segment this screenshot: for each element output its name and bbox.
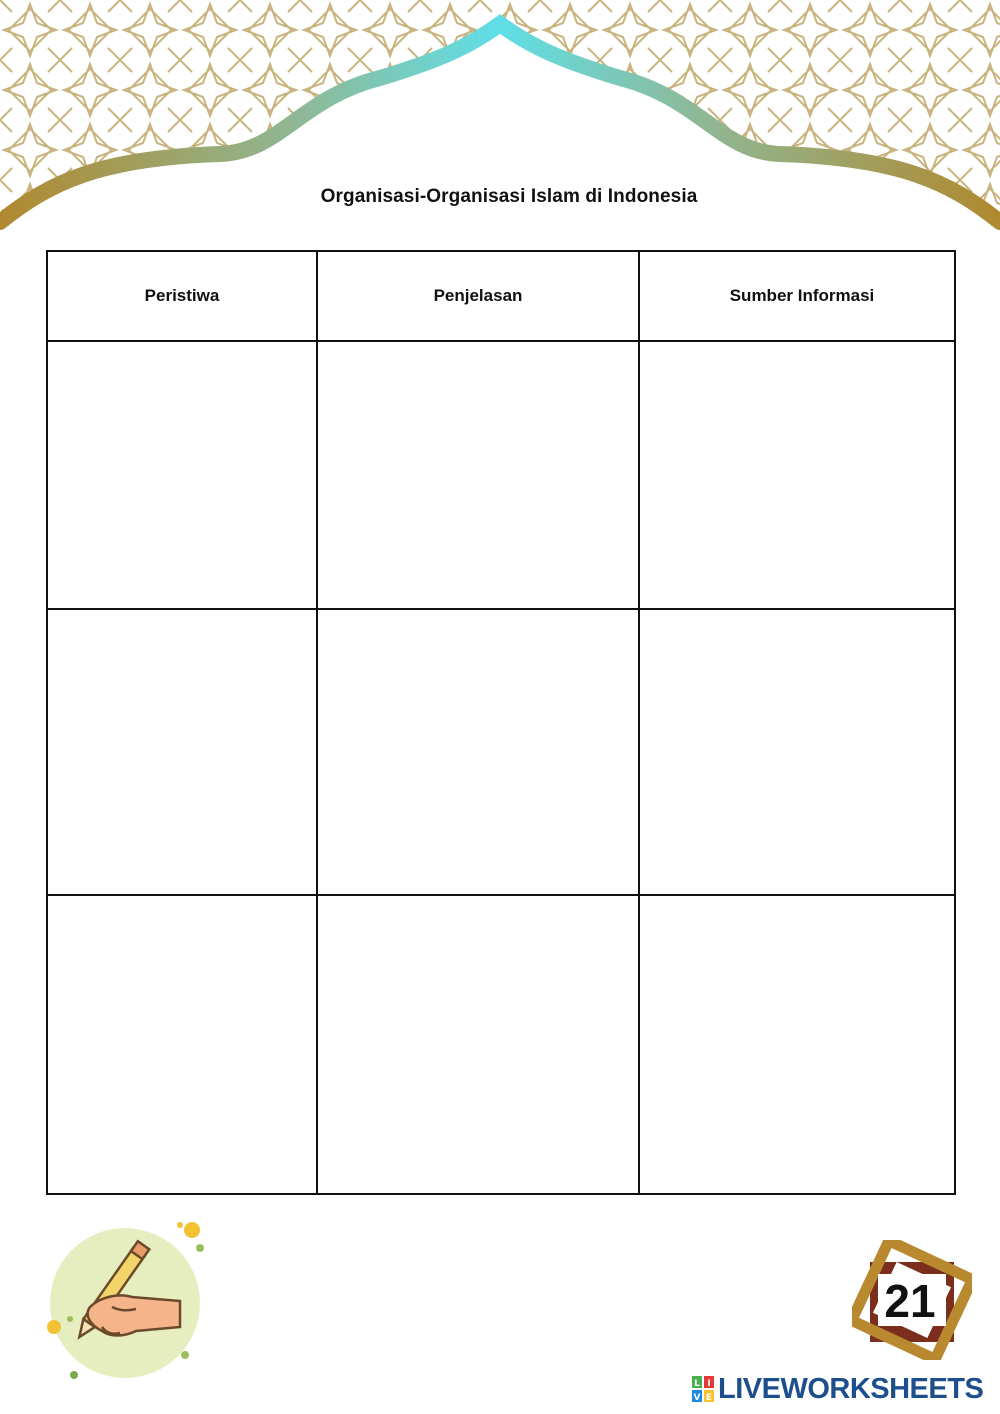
answer-cell-penjelasan[interactable] [317, 895, 639, 1194]
answer-input[interactable] [640, 896, 954, 1193]
liveworksheets-logo-icon [692, 1376, 714, 1402]
answer-input[interactable] [318, 610, 638, 894]
page-number: 21 [884, 1275, 936, 1327]
logo-letter-e: E [705, 1393, 713, 1402]
answer-input[interactable] [640, 342, 954, 608]
logo-letter-v: V [693, 1393, 701, 1402]
table-row [47, 341, 955, 609]
table-header-row [47, 251, 955, 341]
table-row [47, 895, 955, 1194]
islamic-geometric-arch-icon [0, 0, 1000, 250]
answer-input[interactable] [640, 610, 954, 894]
answer-cell-peristiwa[interactable] [47, 609, 317, 895]
answer-input[interactable] [48, 896, 316, 1193]
column-header-peristiwa: Peristiwa [47, 251, 317, 341]
answer-input[interactable] [318, 896, 638, 1193]
column-header-sumber-informasi: Sumber Informasi [639, 251, 955, 341]
answer-cell-penjelasan[interactable] [317, 609, 639, 895]
answer-cell-sumber[interactable] [639, 341, 955, 609]
answer-input[interactable] [48, 342, 316, 608]
answer-cell-sumber[interactable] [639, 895, 955, 1194]
answer-cell-sumber[interactable] [639, 609, 955, 895]
answer-cell-peristiwa[interactable] [47, 895, 317, 1194]
worksheet-title: Organisasi-Organisasi Islam di Indonesia [320, 186, 698, 207]
logo-letter-i: I [707, 1379, 711, 1389]
answer-input[interactable] [318, 342, 638, 608]
answer-cell-peristiwa[interactable] [47, 341, 317, 609]
liveworksheets-logo[interactable] [692, 1372, 983, 1406]
column-header-penjelasan: Penjelasan [317, 251, 639, 341]
answer-cell-penjelasan[interactable] [317, 341, 639, 609]
liveworksheets-brand-text: LIVEWORKSHEETS [718, 1372, 984, 1405]
table-row [47, 609, 955, 895]
worksheet-table [46, 250, 956, 1195]
hand-writing-pencil-icon [40, 1215, 220, 1385]
logo-letter-l: L [694, 1379, 700, 1389]
answer-input[interactable] [48, 610, 316, 894]
